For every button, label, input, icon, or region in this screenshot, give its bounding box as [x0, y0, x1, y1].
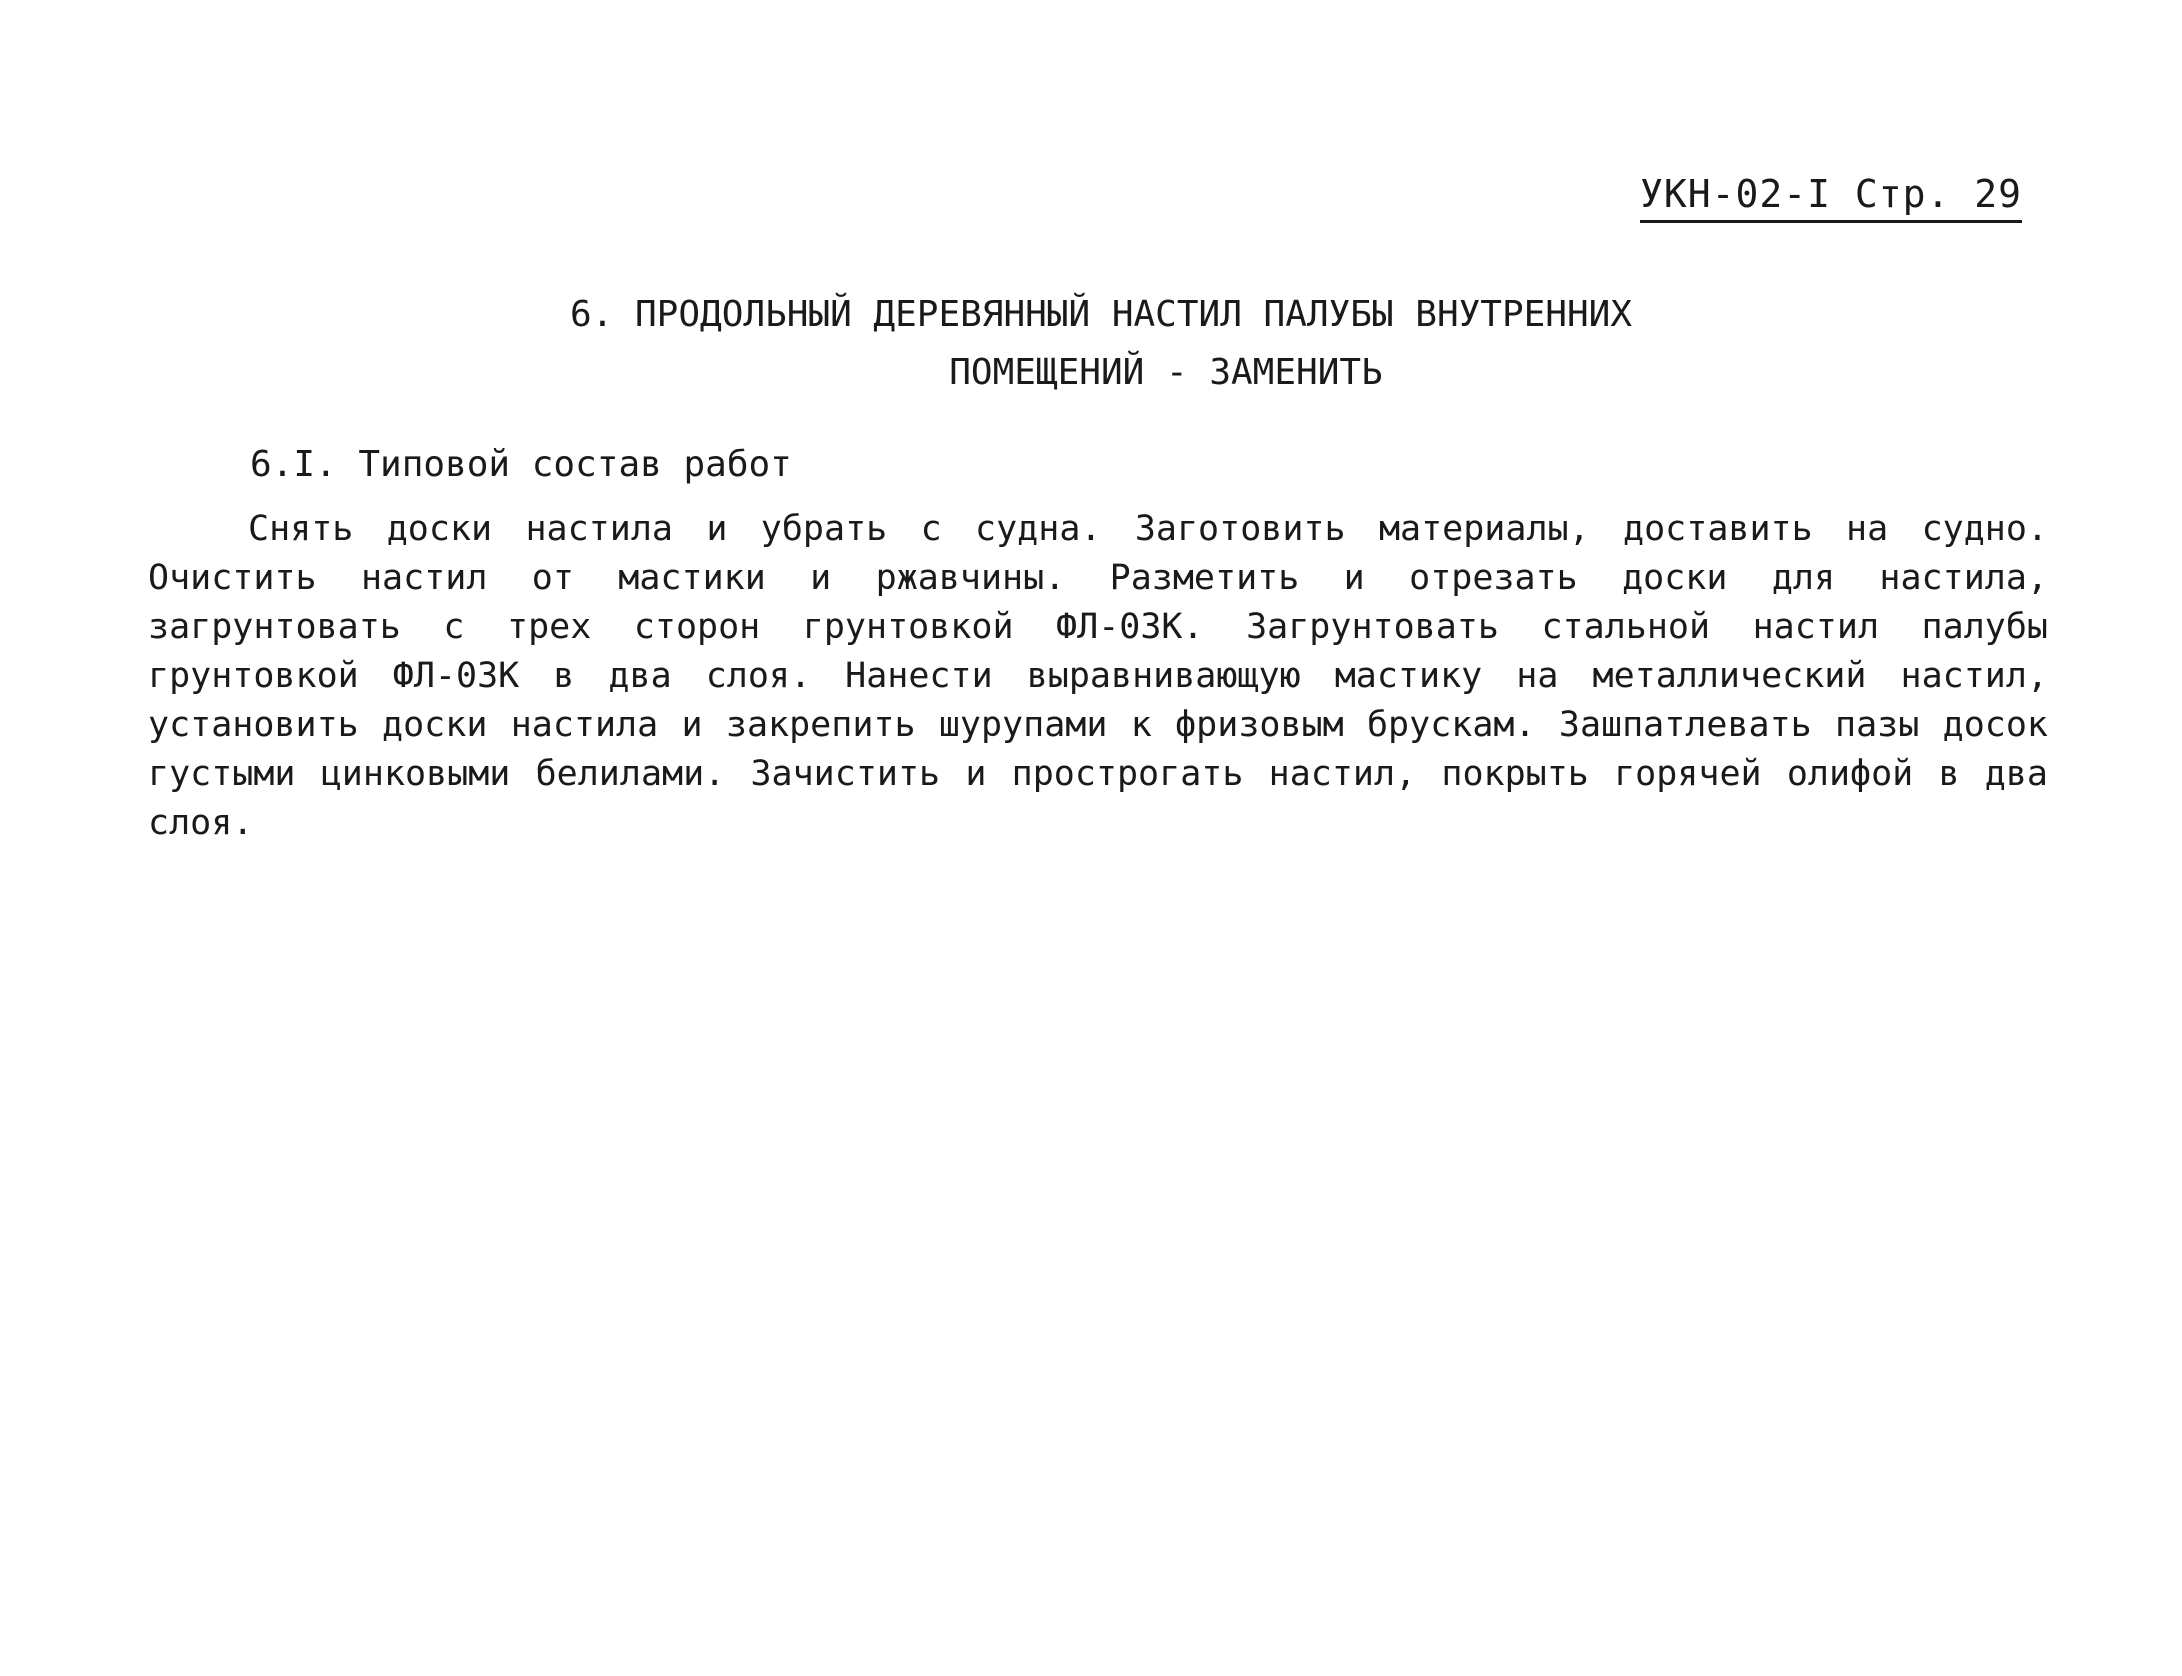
body-paragraph: Снять доски настила и убрать с судна. Заготовить материалы, доставить на судно. Очистить настил от мастики и ржавчины. Разметить и отрезать доски для настила, загрунтовать с трех сторон грунтовкой ФЛ-03К. Загрунтовать стальной настил палубы грунтовкой ФЛ-03К в два слоя. Нанести выравнивающую мастику на металлический настил, установить доски настила и закрепить шурупами к фризовым брускам. Зашпатлевать пазы досок густыми цинковыми белилами. Зачистить и прострогать настил, покрыть горячей олифой в два слоя. — [148, 509, 2048, 843]
subsection-title: 6.I. Типовой состав работ — [250, 444, 792, 485]
section-title — [0, 286, 2182, 402]
page-header: УКН-02-I Стр. 29 — [1640, 172, 2022, 223]
section-title-line-1: 6. ПРОДОЛЬНЫЙ ДЕРЕВЯННЫЙ НАСТИЛ ПАЛУБЫ ВНУТРЕННИХ — [569, 294, 1633, 335]
section-title-line-2: ПОМЕЩЕНИЙ - ЗАМЕНИТЬ — [949, 352, 1383, 393]
